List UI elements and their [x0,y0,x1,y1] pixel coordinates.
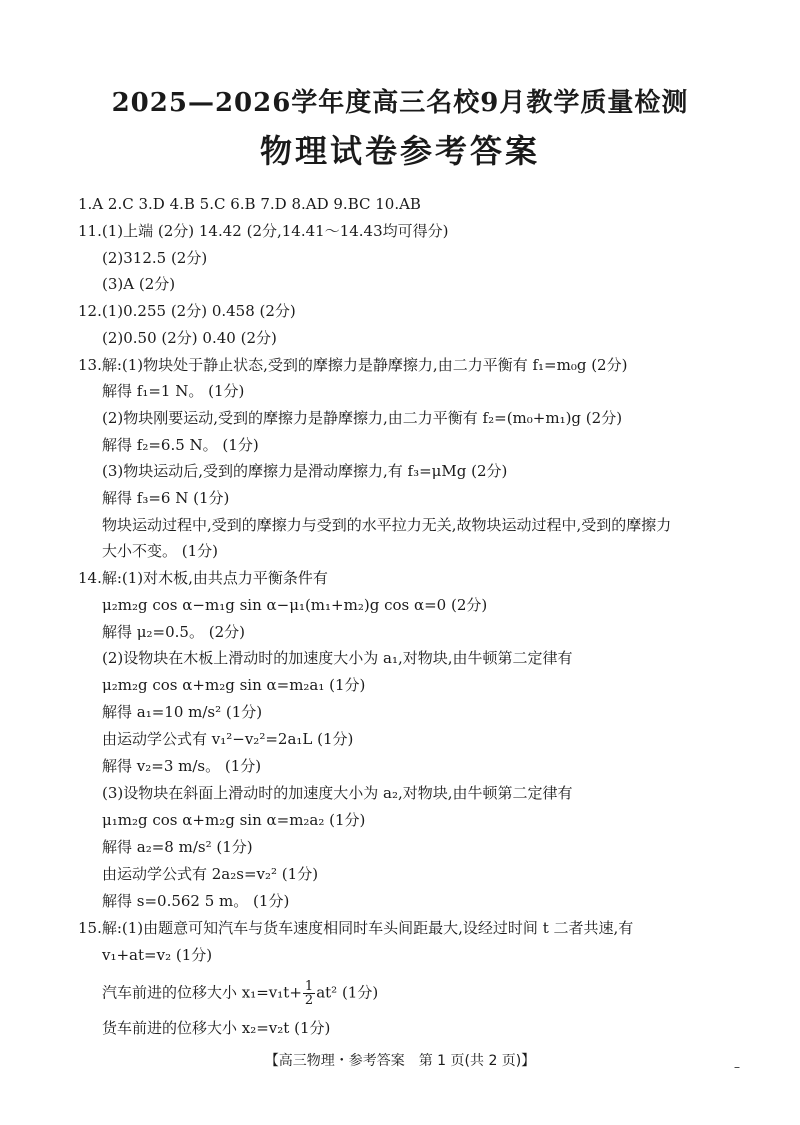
q14-equation3: μ₁m₂g cos α+m₂g sin α=m₂a₂ (1分) [102,811,366,829]
page-subtitle: 物理试卷参考答案 [259,132,540,170]
q13-part3: (3)物块运动后,受到的摩擦力是滑动摩擦力,有 f₃=μMg (2分) [102,462,508,480]
q13-result3: 解得 f₃=6 N (1分) [102,489,230,507]
formula-suffix: at² (1分) [316,983,379,1002]
q14-equation1: μ₂m₂g cos α−m₁g sin α−μ₁(m₁+m₂)g cos α=0 (2分) [102,596,488,614]
q13-result1: 解得 f₁=1 N。 (1分) [102,382,245,400]
q13-part2: (2)物块刚要运动,受到的摩擦力是静摩擦力,由二力平衡有 f₂=(m₀+m₁)g (2分) [102,409,623,427]
q13-conclusion: 物块运动过程中,受到的摩擦力与受到的水平拉力无关,故物块运动过程中,受到的摩擦力 [102,516,672,534]
q14-equation2: μ₂m₂g cos α+m₂g sin α=m₂a₁ (1分) [102,676,366,694]
q12-part2: (2)0.50 (2分) 0.40 (2分) [102,329,277,347]
q14-part2: (2)设物块在木板上滑动时的加速度大小为 a₁,对物块,由牛顿第二定律有 [102,649,573,667]
q15-part1: 15.解:(1)由题意可知汽车与货车速度相同时车头间距最大,设经过时间 t 二者共速,有 [78,919,634,937]
q15-truck-displacement: 货车前进的位移大小 x₂=v₂t (1分) [102,1019,331,1037]
formula-prefix: 汽车前进的位移大小 x₁=v₁t+ [102,983,302,1002]
q14-result1: 解得 μ₂=0.5。 (2分) [102,623,245,641]
q15-equation1: v₁+at=v₂ (1分) [102,946,213,964]
page-title: 2025—2026学年度高三名校9月教学质量检测 [111,88,689,118]
q14-result4: 解得 a₂=8 m/s² (1分) [102,838,253,856]
q15-car-displacement [102,980,378,1007]
mc-answers: 1.A 2.C 3.D 4.B 5.C 6.B 7.D 8.AD 9.BC 10.AB [78,195,421,213]
fraction-numerator: 1 [304,979,314,994]
q14-kinematics1: 由运动学公式有 v₁²−v₂²=2a₁L (1分) [102,730,354,748]
q12-part1: 12.(1)0.255 (2分) 0.458 (2分) [78,302,296,320]
q13-result2: 解得 f₂=6.5 N。 (1分) [102,436,259,454]
q14-result2: 解得 a₁=10 m/s² (1分) [102,703,263,721]
q11-part3: (3)A (2分) [102,275,176,293]
q14-result3: 解得 v₂=3 m/s。 (1分) [102,757,262,775]
q14-part1: 14.解:(1)对木板,由共点力平衡条件有 [78,569,328,587]
q14-result5: 解得 s=0.562 5 m。 (1分) [102,892,290,910]
fraction-one-half [303,980,315,1007]
q14-part3: (3)设物块在斜面上滑动时的加速度大小为 a₂,对物块,由牛顿第二定律有 [102,784,573,802]
page-footer: 【高三物理・参考答案 第 1 页(共 2 页)】 [264,1053,536,1069]
fraction-denominator: 2 [304,993,314,1008]
q11-part1: 11.(1)上端 (2分) 14.42 (2分,14.41～14.43均可得分) [78,222,449,240]
q13-conclusion-cont: 大小不变。 (1分) [102,542,219,560]
q14-kinematics2: 由运动学公式有 2a₂s=v₂² (1分) [102,865,319,883]
corner-mark: – [734,1060,740,1074]
q13-part1: 13.解:(1)物块处于静止状态,受到的摩擦力是静摩擦力,由二力平衡有 f₁=m₀g (2分) [78,356,628,374]
q11-part2: (2)312.5 (2分) [102,249,208,267]
